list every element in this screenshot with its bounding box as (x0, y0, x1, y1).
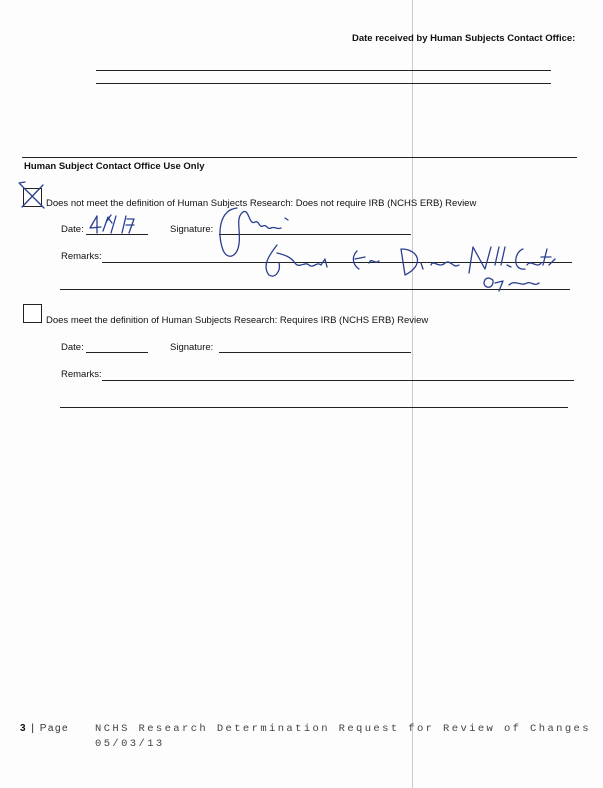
footer-document-date: 05/03/13 (95, 738, 165, 750)
research-remarks-line-2[interactable] (60, 407, 568, 408)
not-research-date-label: Date: (61, 224, 84, 235)
handwritten-date (86, 213, 150, 237)
footer-document-title: NCHS Research Determination Request for Review of Changes (95, 723, 591, 735)
research-date-label: Date: (61, 342, 84, 353)
scan-fold-line (412, 0, 413, 788)
date-received-line-1[interactable] (96, 70, 551, 71)
section-divider (22, 157, 577, 158)
remarks-handwriting (255, 235, 575, 293)
page-number: 3 (20, 723, 28, 734)
not-research-option-label: Does not meet the definition of Human Subjects Research: Does not require IRB (NCHS ERB) Review (46, 198, 477, 209)
research-signature-label: Signature: (170, 342, 214, 353)
research-checkbox[interactable] (23, 304, 42, 323)
not-research-remarks-label: Remarks: (61, 251, 102, 262)
not-research-signature-label: Signature: (170, 224, 214, 235)
research-option-label: Does meet the definition of Human Subjects Research: Requires IRB (NCHS ERB) Review (46, 315, 429, 326)
date-received-line-2[interactable] (96, 83, 551, 84)
date-received-label: Date received by Human Subjects Contact Office: (352, 33, 576, 44)
page-separator-icon: | (27, 723, 40, 734)
page-number-block (20, 723, 69, 734)
page-label: Page (39, 723, 70, 734)
research-signature-field[interactable] (219, 352, 411, 353)
check-mark-icon (16, 180, 50, 212)
research-remarks-label: Remarks: (61, 369, 102, 380)
research-date-field[interactable] (86, 352, 148, 353)
research-remarks-line-1[interactable] (102, 380, 574, 381)
office-section-title: Human Subject Contact Office Use Only (24, 161, 205, 172)
